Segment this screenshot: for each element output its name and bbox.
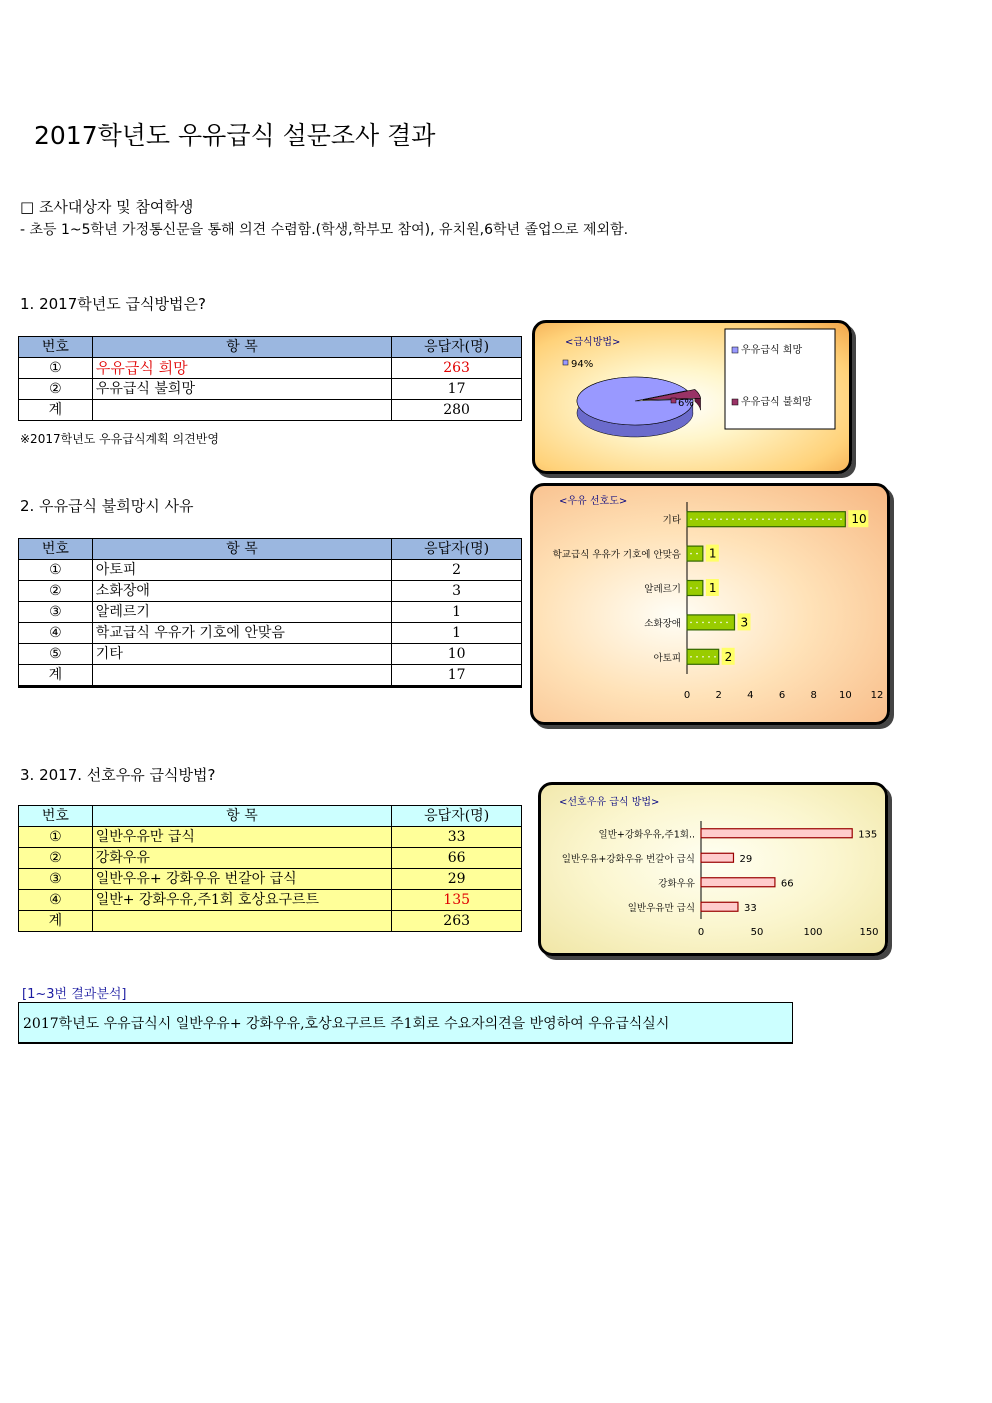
row-count: 1	[392, 602, 522, 623]
bar	[687, 581, 703, 596]
row-item: 소화장애	[92, 581, 391, 602]
header-count: 응답자(명)	[392, 806, 522, 827]
q2-table	[18, 538, 522, 688]
x-tick-label: 50	[750, 927, 764, 938]
table-row	[19, 358, 522, 379]
table-total-row	[19, 400, 522, 421]
x-tick-label: 100	[803, 927, 823, 938]
q1-pie-chart	[535, 323, 849, 471]
bar	[687, 546, 703, 561]
bar-pattern-dot	[696, 553, 698, 555]
bar	[687, 512, 845, 527]
category-label: 아토피	[653, 652, 681, 664]
x-tick-label: 8	[810, 690, 817, 701]
total-count: 17	[392, 665, 522, 687]
q3-heading: 3. 2017. 선호우유 급식방법?	[20, 766, 216, 784]
chart-title: <선호우유 급식 방법>	[559, 797, 660, 808]
row-no: ①	[19, 560, 93, 581]
row-count: 10	[392, 644, 522, 665]
table-row	[19, 869, 522, 890]
row-count: 66	[392, 848, 522, 869]
row-no: ①	[19, 827, 93, 848]
bar-pattern-dot	[750, 518, 752, 520]
total-label: 계	[19, 911, 93, 932]
bar-pattern-dot	[708, 622, 710, 624]
legend-label: 우유급식 희망	[741, 345, 803, 356]
category-label: 일반우유+강화우유 번갈아 급식	[561, 853, 695, 865]
bar-pattern-dot	[840, 518, 842, 520]
bar-pattern-dot	[708, 656, 710, 658]
intro-heading: □ 조사대상자 및 참여학생	[20, 198, 194, 216]
category-label: 알레르기	[644, 584, 681, 595]
row-count: 29	[392, 869, 522, 890]
bar-pattern-dot	[714, 622, 716, 624]
legend-label: 우유급식 불희망	[741, 397, 812, 408]
data-label: 33	[743, 902, 757, 914]
row-item: 강화우유	[92, 848, 392, 869]
pie-label-key	[671, 398, 676, 403]
x-tick-label: 6	[778, 690, 786, 701]
row-item: 일반+ 강화우유,주1회 호상요구르트	[92, 890, 392, 911]
analysis-heading: [1~3번 결과분석]	[22, 987, 127, 1002]
row-item: 우유급식 불희망	[92, 379, 391, 400]
header-count: 응답자(명)	[392, 337, 522, 358]
total-count: 280	[392, 400, 522, 421]
x-tick-label: 10	[838, 690, 852, 701]
x-tick-label: 0	[683, 690, 691, 701]
total-count: 263	[392, 911, 522, 932]
table-row	[19, 560, 522, 581]
table-header-row	[19, 806, 522, 827]
data-label: 3	[740, 615, 749, 630]
table-header-row	[19, 337, 522, 358]
bar-pattern-dot	[696, 656, 698, 658]
page-title: 2017학년도 우유급식 설문조사 결과	[34, 121, 436, 150]
row-count: 263	[392, 358, 522, 379]
row-item: 일반우유+ 강화우유 번갈아 급식	[92, 869, 392, 890]
bar-pattern-dot	[720, 622, 722, 624]
bar-pattern-dot	[810, 518, 812, 520]
bar-pattern-dot	[702, 656, 704, 658]
pie-label-key	[563, 360, 568, 365]
bar-pattern-dot	[708, 518, 710, 520]
row-no: ②	[19, 581, 93, 602]
total-label: 계	[19, 400, 93, 421]
table-row	[19, 827, 522, 848]
total-item	[92, 400, 391, 421]
legend-box	[725, 329, 835, 429]
bar-pattern-dot	[798, 518, 800, 520]
table-row	[19, 379, 522, 400]
legend-key	[732, 399, 738, 405]
q1-heading: 1. 2017학년도 급식방법은?	[20, 295, 206, 313]
table-row	[19, 848, 522, 869]
bar-pattern-dot	[696, 622, 698, 624]
bar-pattern-dot	[780, 518, 782, 520]
q1-chart-box	[532, 320, 852, 474]
bar-pattern-dot	[762, 518, 764, 520]
q3-table	[18, 805, 522, 932]
total-item	[92, 911, 392, 932]
data-label: 66	[780, 878, 794, 890]
bar-pattern-dot	[696, 518, 698, 520]
category-label: 강화우유	[658, 878, 695, 890]
data-label: 1	[708, 581, 717, 595]
bar-pattern-dot	[822, 518, 824, 520]
q1-table	[18, 336, 522, 421]
bar-pattern-dot	[702, 518, 704, 520]
category-label: 일반우유만 급식	[627, 902, 695, 914]
data-label: 10	[851, 512, 867, 527]
pie-label: 94%	[571, 359, 594, 370]
data-label: 135	[858, 829, 878, 841]
row-item: 기타	[92, 644, 391, 665]
bar-pattern-dot	[690, 656, 692, 658]
x-tick-label: 150	[859, 927, 879, 938]
q1-note: ※2017학년도 우유급식계획 의견반영	[20, 432, 219, 446]
row-count: 17	[392, 379, 522, 400]
pie-label: 6%	[678, 398, 694, 409]
category-label: 학교급식 우유가 기호에 안맞음	[552, 549, 681, 561]
row-no: ③	[19, 602, 93, 623]
bar-pattern-dot	[816, 518, 818, 520]
table-row	[19, 581, 522, 602]
bar-pattern-dot	[726, 518, 728, 520]
bar-pattern-dot	[696, 587, 698, 589]
bar-pattern-dot	[792, 518, 794, 520]
legend-key	[732, 347, 738, 353]
table-row	[19, 890, 522, 911]
bar-pattern-dot	[786, 518, 788, 520]
row-count: 33	[392, 827, 522, 848]
header-item: 항 목	[92, 337, 391, 358]
bar-pattern-dot	[756, 518, 758, 520]
header-item: 항 목	[92, 806, 392, 827]
table-total-row	[19, 911, 522, 932]
analysis-text: 2017학년도 우유급식시 일반우유+ 강화우유,호상요구르트 주1회로 수요자의견을 반영하여 우유급식실시	[18, 1002, 793, 1044]
table-row	[19, 602, 522, 623]
bar-pattern-dot	[714, 656, 716, 658]
table-total-row	[19, 665, 522, 687]
chart-title: <우유 선호도>	[559, 496, 628, 507]
row-count: 1	[392, 623, 522, 644]
bar-pattern-dot	[690, 587, 692, 589]
row-item: 우유급식 희망	[92, 358, 391, 379]
chart-title: <급식방법>	[565, 337, 621, 348]
bar-pattern-dot	[714, 518, 716, 520]
bar-pattern-dot	[774, 518, 776, 520]
bar-pattern-dot	[690, 518, 692, 520]
header-count: 응답자(명)	[392, 539, 522, 560]
q3-bar-chart	[541, 785, 885, 953]
row-no: ①	[19, 358, 93, 379]
bar-pattern-dot	[720, 518, 722, 520]
category-label: 일반+강화우유,주1회..	[598, 829, 695, 841]
bar-pattern-dot	[726, 622, 728, 624]
x-tick-label: 0	[697, 927, 705, 938]
bar	[701, 853, 733, 862]
bar-pattern-dot	[690, 553, 692, 555]
table-row	[19, 623, 522, 644]
row-item: 알레르기	[92, 602, 391, 623]
bar-pattern-dot	[828, 518, 830, 520]
row-item: 학교급식 우유가 기호에 안맞음	[92, 623, 391, 644]
bar-pattern-dot	[744, 518, 746, 520]
bar-pattern-dot	[738, 518, 740, 520]
bar-pattern-dot	[702, 622, 704, 624]
category-label: 소화장애	[644, 618, 681, 630]
row-no: ④	[19, 623, 93, 644]
intro-line: - 초등 1~5학년 가정통신문을 통해 의견 수렴함.(학생,학부모 참여), 유치원,6학년 졸업으로 제외함.	[20, 222, 629, 238]
bar-pattern-dot	[804, 518, 806, 520]
q2-chart-box	[530, 483, 890, 725]
row-no: ⑤	[19, 644, 93, 665]
data-label: 1	[708, 546, 717, 561]
row-count: 2	[392, 560, 522, 581]
header-item: 항 목	[92, 539, 391, 560]
row-no: ②	[19, 379, 93, 400]
bar	[701, 878, 775, 887]
category-label: 기타	[662, 515, 681, 527]
bar-pattern-dot	[732, 518, 734, 520]
data-label: 29	[739, 853, 753, 865]
row-count: 3	[392, 581, 522, 602]
table-header-row	[19, 539, 522, 560]
bar	[701, 902, 738, 911]
bar	[701, 829, 852, 838]
x-tick-label: 12	[870, 690, 884, 701]
x-tick-label: 4	[747, 690, 754, 701]
q2-heading: 2. 우유급식 불희망시 사유	[20, 497, 194, 515]
row-item: 일반우유만 급식	[92, 827, 392, 848]
header-no: 번호	[19, 539, 93, 560]
header-no: 번호	[19, 337, 93, 358]
table-row	[19, 644, 522, 665]
data-label: 2	[724, 649, 733, 664]
total-label: 계	[19, 665, 93, 687]
q2-bar-chart	[533, 486, 887, 722]
bar-pattern-dot	[834, 518, 836, 520]
row-no: ③	[19, 869, 93, 890]
total-item	[92, 665, 391, 687]
row-count: 135	[392, 890, 522, 911]
header-no: 번호	[19, 806, 93, 827]
bar-pattern-dot	[768, 518, 770, 520]
row-no: ④	[19, 890, 93, 911]
x-tick-label: 2	[715, 690, 722, 701]
row-no: ②	[19, 848, 93, 869]
row-item: 아토피	[92, 560, 391, 581]
bar-pattern-dot	[690, 622, 692, 624]
q3-chart-box	[538, 782, 888, 956]
